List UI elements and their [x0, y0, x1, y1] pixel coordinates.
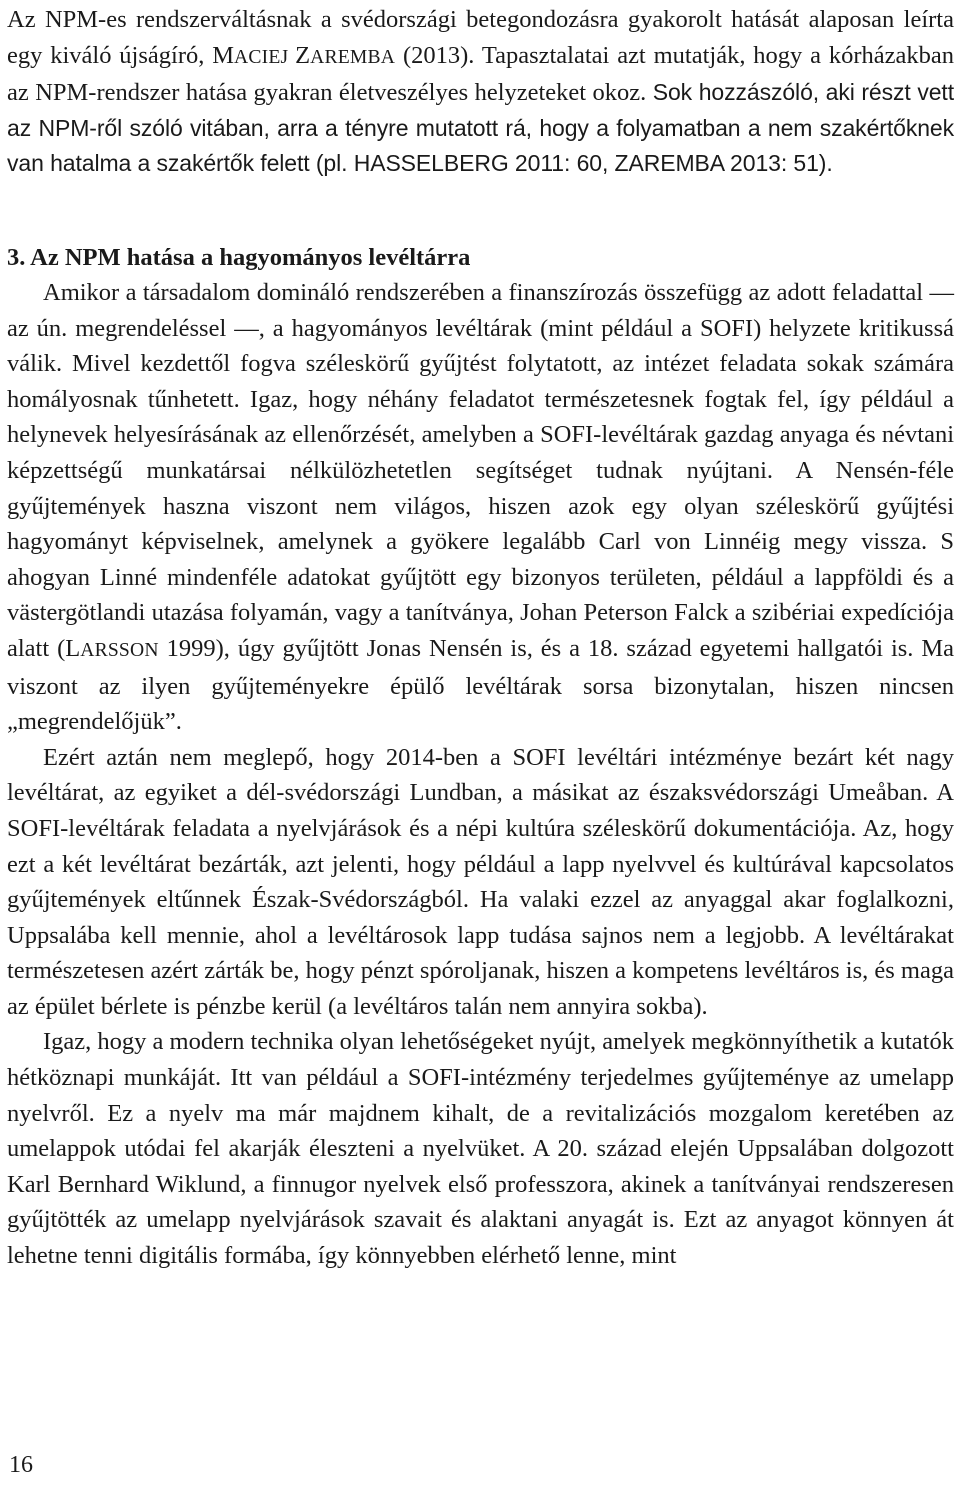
- reference-tail: 2011: 60,: [508, 150, 615, 177]
- paragraph-modern-technology: Igaz, hogy a modern technika olyan lehetőségeket nyújt, amelyek megkönnyíthetik a kutatók hétköznapi munkáját. Itt van például a SOFI-intézmény terjedelmes gyűjteménye az umelapp nyelvről. Ez a nyelv ma már majdnem kihalt, de a revitalizációs mozgalom keretében az umelappok utódai fel akarják éleszteni a nyelvüket. A 20. század elején Uppsalában dolgozott Karl Bernhard Wiklund, a finnugor nyelvek első professzora, akinek a tanítványai rendszeresen gyűjtötték az umelapp nyelvjárások szavait és alaktani anyagát is. Ezt az anyagot könnyen át lehetne tenni digitális formába, így könnyebben elérhető lenne, mint: [7, 1028, 954, 1270]
- paragraph-text: 1999), úgy gyűjtött Jonas Nensén is, és a 18. század egyetemi hallgatói is. Ma viszont az ilyen gyűjteményekre épülő levéltárak sorsa bizonytalan, hiszen nincsen „megrendelőjük”.: [7, 634, 955, 736]
- author-name-smallcaps: AREMBA: [310, 46, 396, 68]
- reference-smallcaps: AREMBA: [628, 150, 724, 177]
- reference-smallcaps: ASSELBERG: [370, 150, 509, 177]
- paragraph-archive-closures: Ezért aztán nem meglepő, hogy 2014-ben a SOFI levéltári intézménye bezárt két nagy levéltárat, az egyiket a dél-svédországi Lundban, a másikat az északsvédországi Umeåban. A SOFI-levéltárak feladata a nyelvjárások és a népi kultúra széleskörű dokumentációja. Az, hogy ezt a két levéltárat bezárták, azt jelenti, hogy például a lapp nyelvvel és kultúrával kapcsolatos gyűjtemények eltűnnek Észak-Svédországból. Ha valaki ezzel az anyaggal akar foglalkozni, Uppsalába kell mennie, ahol a levéltárosok lapp tudása sajnos nem a legjobb. A levéltárakat természetesen azért zárták be, hogy pénzt spóroljanak, hiszen a kompetens levéltáros is, és maga az épület bérlete is pénzbe kerül (a levéltáros talán nem annyira sokba).: [7, 743, 954, 1020]
- author-name-initial: M: [212, 41, 235, 69]
- author-name-initial: Z: [295, 41, 311, 69]
- paragraph-text: Az NPM-es rendszerváltásnak a svédországi betegondozásra gyakorolt hatását alaposan leírta egy kiváló újságíró,: [7, 6, 954, 69]
- paragraph-text: Amikor a társadalom domináló rendszerében a finanszírozás összefügg az adott feladattal — az ún. megrendeléssel —, a hagyományos levéltárak (mint például a SOFI) helyzete kritikussá válik. Mivel kezdettől fogva széleskörű gyűjtést folytatott, az intézet feladata sokak számára homályosnak tűnhetett.: [7, 279, 954, 413]
- reference-smallcaps: ARSSON: [80, 639, 159, 661]
- reference-initial: Z: [614, 150, 629, 177]
- paragraph-traditional-archives: [7, 275, 954, 740]
- reference-initial: L: [65, 634, 81, 662]
- paragraph-text: Igaz, hogy néhány feladatot természetesnek fogtak fel, így például a helynevek helyesírásának az ellenőrzését, amelyben a SOFI-levéltárak gazdag anyaga és névtani képzettségű munkatársai nélkülözhetetlen segítséget tudnak nyújtani. A Nensén-féle gyűjtemények haszna viszont nem világos, hiszen azok egy olyan széleskörű gyűjtési hagyományt képviselnek, amelynek a gyökere legalább Carl von Linnéig megy vissza. S ahogyan Linné mindenféle adatokat gyűjtött egy bizonyos területen, például a lappföldi és a västergötlandi utazása folyamán, vagy a tanítványa, Johan Peterson Falck a szibériai expedíciója alatt (: [7, 385, 955, 662]
- paragraph-text-sans: Sok hozzászóló, aki részt vett az NPM-ről szóló vitában, arra a tényre mutatott rá, hogy a folyamatban a nem szakértőknek van hatalma a szakértők felett (pl.: [7, 79, 954, 177]
- author-name-smallcaps: ACIEJ: [234, 46, 296, 68]
- page-number: 16: [9, 1452, 33, 1478]
- reference-initial: H: [353, 150, 371, 177]
- paragraph-npm-healthcare: [7, 2, 954, 182]
- paragraph-text: (2013). Tapasztalatai azt mutatják, hogy a kórházakban az NPM-rendszer hatása gyakran életveszélyes helyzeteket okoz.: [7, 41, 955, 107]
- section-heading: 3. Az NPM hatása a hagyományos levéltárra: [7, 244, 471, 271]
- section-body: [7, 275, 954, 1274]
- reference-tail: 2013: 51).: [723, 150, 833, 177]
